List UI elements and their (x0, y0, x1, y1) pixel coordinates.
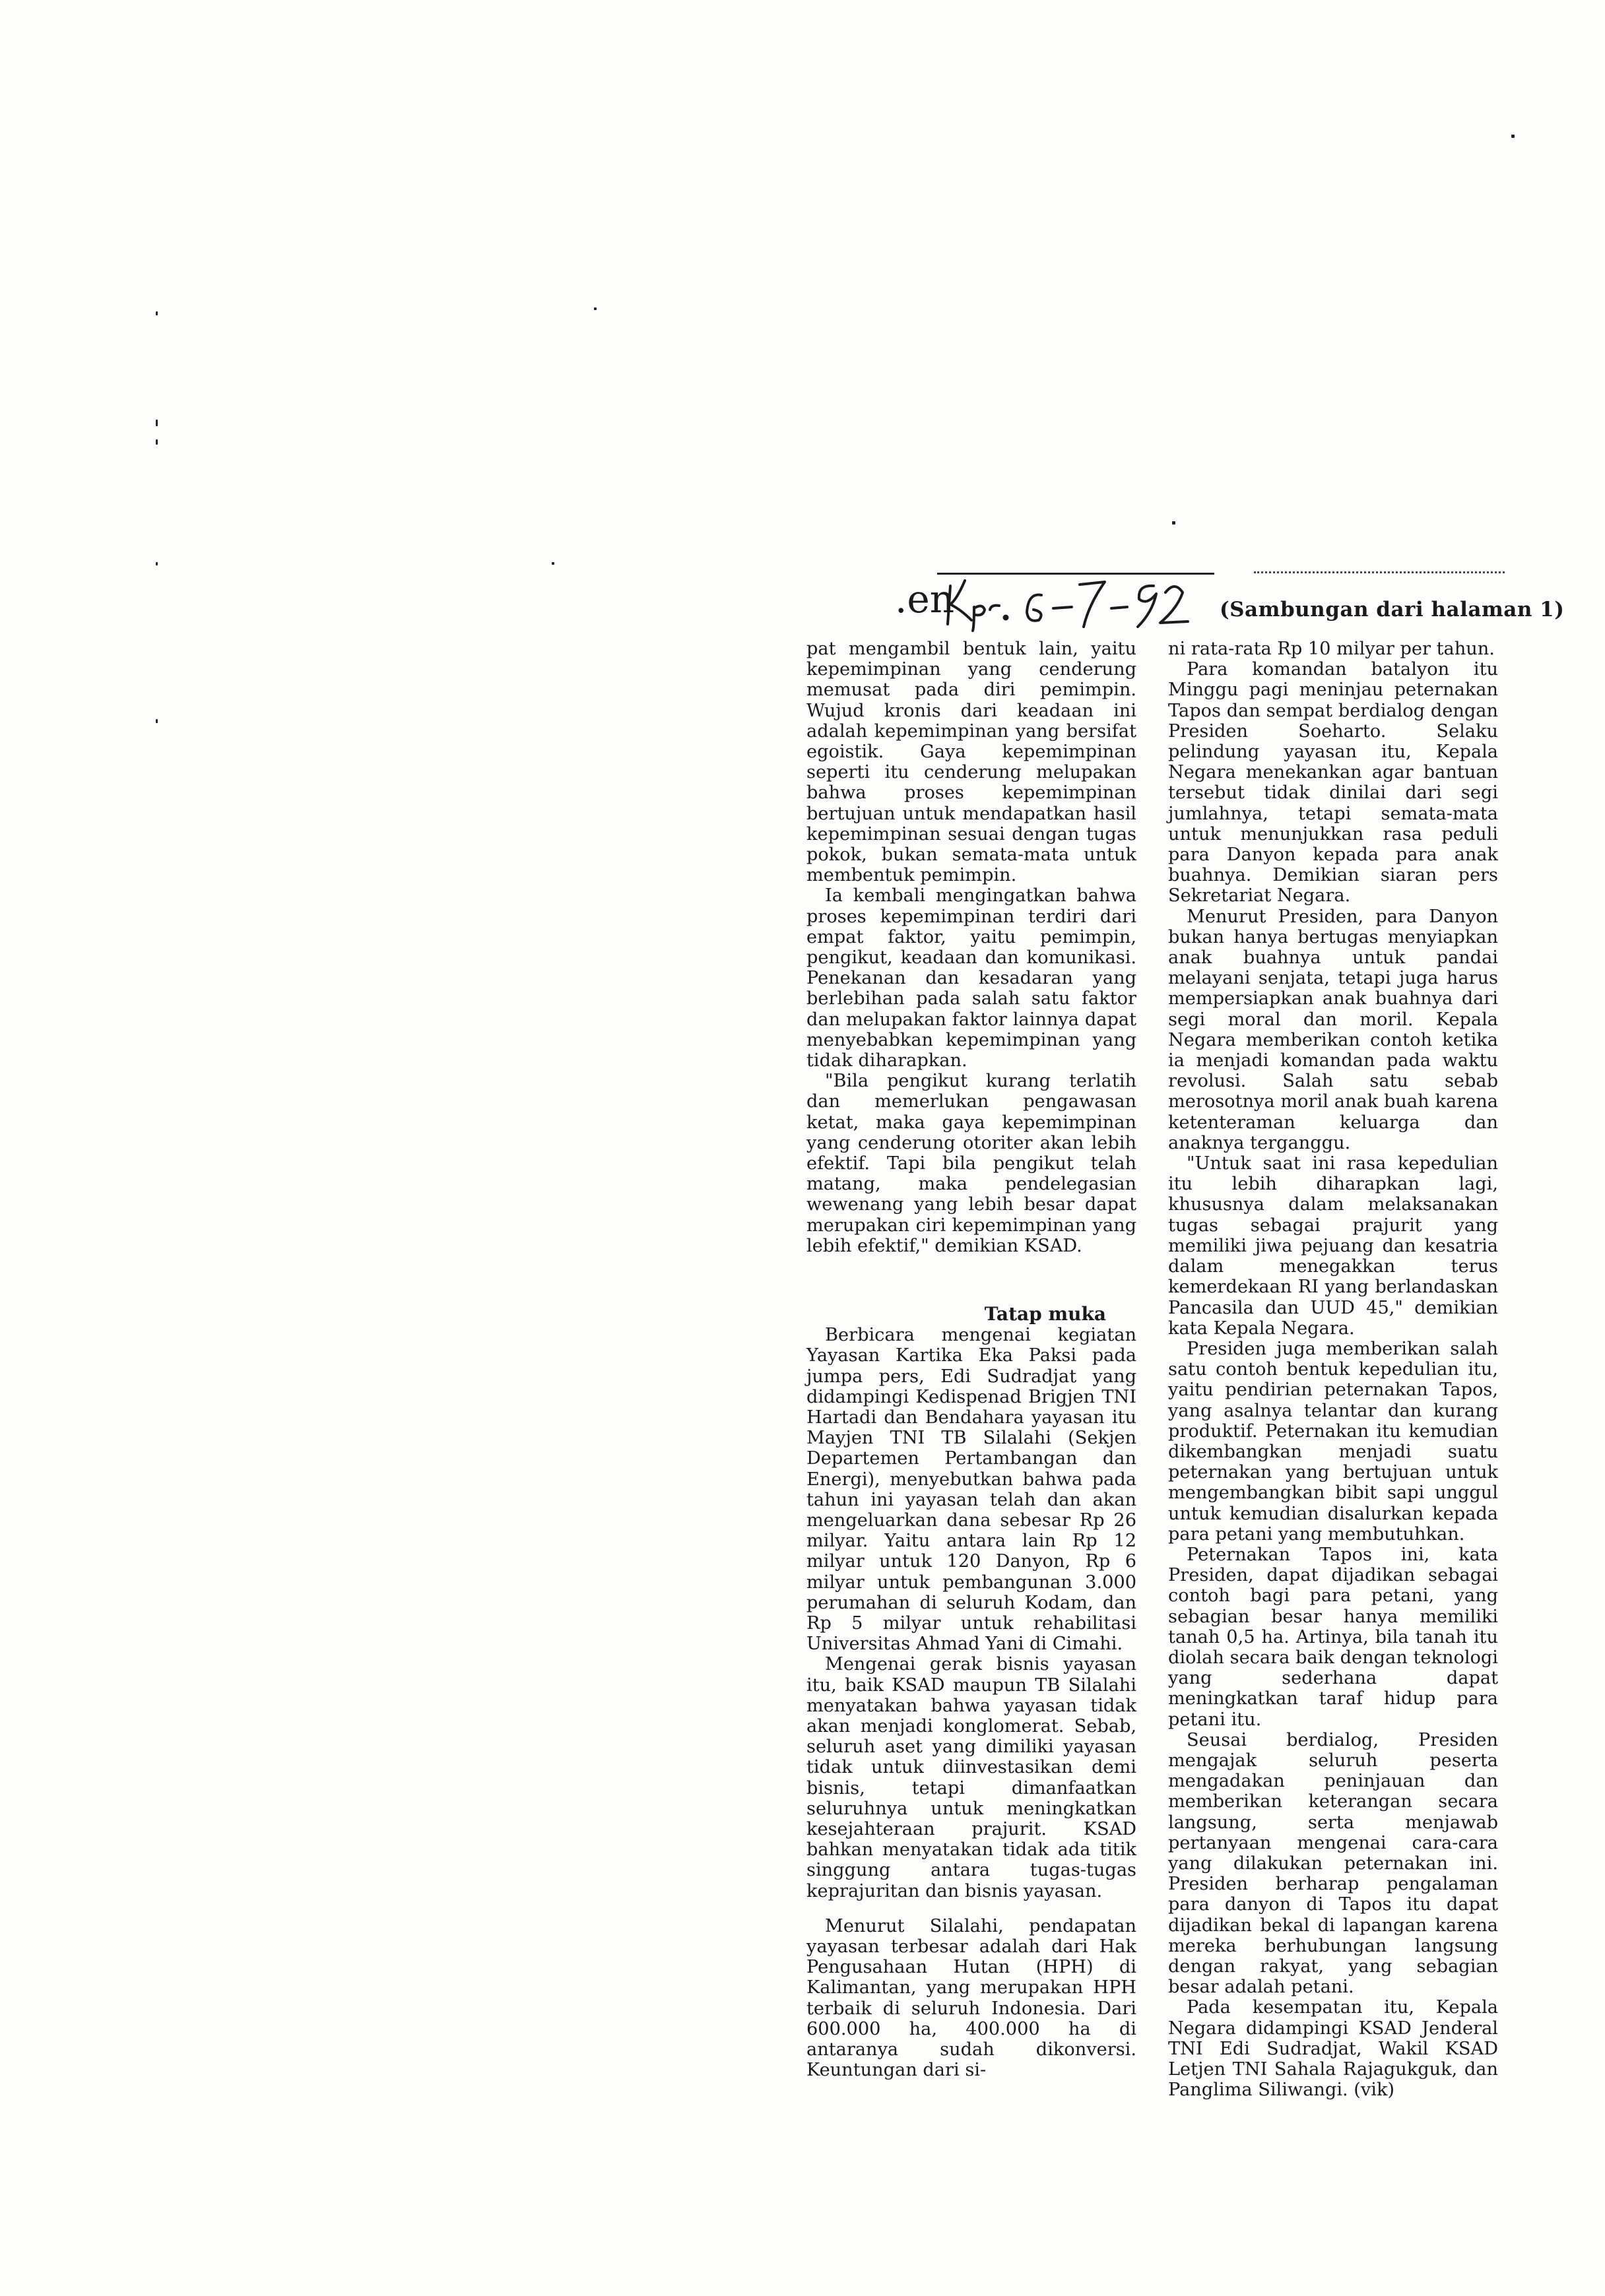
paragraph: Para komandan batalyon itu Minggu pagi meninjau peternakan Tapos dan sempat berdialog dengan Presiden Soeharto. Selaku pelindung yayasan itu, Kepala Negara menekankan agar bantuan tersebut tidak dinilai dari segi jumlahnya, tetapi semata-mata untuk menunjukkan rasa peduli para Danyon kepada para anak buahnya. Demikian siaran pers Sekretariat Negara. (1168, 659, 1498, 907)
handwritten-date-note (942, 566, 1220, 632)
scan-speck (156, 420, 158, 426)
paragraph: pat mengambil bentuk lain, yaitu kepemimpinan yang cenderung memusat pada diri pemimpin. Wujud kronis dari keadaan ini adalah kepemimpinan yang bersifat egoistik. Gaya kepemimpinan seperti itu cenderung melupakan bahwa proses kepemimpinan bertujuan untuk mendapatkan hasil kepemimpinan sesuai dengan tugas pokok, bukan semata-mata untuk membentuk pemimpin. (806, 639, 1136, 886)
paragraph: Menurut Presiden, para Danyon bukan hanya bertugas menyiapkan anak buahnya untuk pandai melayani senjata, tetapi juga harus mempersiapkan anak buahnya dari segi moral dan moril. Kepala Negara memberikan contoh ketika ia menjadi komandan pada waktu revolusi. Salah satu sebab merosotnya moril anak buah karena ketenteraman keluarga dan anaknya terganggu. (1168, 906, 1498, 1153)
scan-speck (552, 562, 554, 565)
paragraph: Mengenai gerak bisnis yayasan itu, baik KSAD maupun TB Silalahi menyatakan bahwa yayasan tidak akan menjadi konglomerat. Sebab, seluruh aset yang dimiliki yayasan tidak untuk diinvestasikan demi bisnis, tetapi dimanfaatkan seluruhnya untuk meningkatkan kesejahteraan prajurit. KSAD bahkan menyatakan tidak ada titik singgung antara tugas-tugas keprajuritan dan bisnis yayasan. (806, 1654, 1136, 1901)
header-dotted-rule (1254, 571, 1505, 575)
scan-speck (594, 307, 597, 310)
scan-speck (156, 311, 158, 315)
article-column-left (806, 639, 1136, 2080)
scan-speck (1511, 135, 1515, 138)
headline-fragment: .en (895, 577, 955, 622)
paragraph: Pada kesempatan itu, Kepala Negara didampingi KSAD Jenderal TNI Edi Sudradjat, Wakil KSAD Letjen TNI Sahala Rajagukguk, dan Panglima Siliwangi. (vik) (1168, 1997, 1498, 2101)
subheading: Tatap muka (984, 1303, 1106, 1325)
paragraph: Presiden juga memberikan salah satu contoh bentuk kepedulian itu, yaitu pendirian peternakan Tapos, yang asalnya telantar dan kurang produktif. Peternakan itu kemudian dikembangkan menjadi suatu peternakan yang bertujuan untuk mengembangkan bibit sapi unggul untuk kemudian disalurkan kepada para petani yang membutuhkan. (1168, 1338, 1498, 1545)
article-column-right (1168, 639, 1498, 2100)
continuation-note: (Sambungan dari halaman 1) (1220, 598, 1565, 622)
scan-speck (156, 562, 158, 565)
paragraph-gap (806, 1901, 1136, 1916)
scan-speck (156, 719, 158, 723)
paragraph: ni rata-rata Rp 10 milyar per tahun. (1168, 639, 1495, 659)
scan-speck (156, 439, 158, 445)
paragraph: Peternakan Tapos ini, kata Presiden, dapat dijadikan sebagai contoh bagi para petani, yang sebagian besar hanya memiliki tanah 0,5 ha. Artinya, bila tanah itu diolah secara baik dengan teknologi yang sederhana dapat meningkatkan taraf hidup para petani itu. (1168, 1544, 1498, 1730)
paragraph: Seusai berdialog, Presiden mengajak seluruh peserta mengadakan peninjauan dan memberikan keterangan secara langsung, serta menjawab pertanyaan mengenai cara-cara yang dilakukan peternakan ini. Presiden berharap pengalaman para danyon di Tapos itu dapat dijadikan bekal di lapangan karena mereka berhubungan langsung dengan rakyat, yang sebagian besar adalah petani. (1168, 1729, 1498, 1998)
scan-speck (1172, 521, 1175, 525)
paragraph: "Untuk saat ini rasa kepedulian itu lebih diharapkan lagi, khususnya dalam melaksanakan tugas sebagai prajurit yang memiliki jiwa pejuang dan kesatria dalam menegakkan terus kemerdekaan RI yang berlandaskan Pancasila dan UUD 45," demikian kata Kepala Negara. (1168, 1153, 1498, 1339)
paragraph: "Bila pengikut kurang terlatih dan memerlukan pengawasan ketat, maka gaya kepemimpinan yang cenderung otoriter akan lebih efektif. Tapi bila pengikut telah matang, maka pendelegasian wewenang yang lebih besar dapat merupakan ciri kepemimpinan yang lebih efektif," demikian KSAD. (806, 1071, 1136, 1256)
paragraph: Berbicara mengenai kegiatan Yayasan Kartika Eka Paksi pada jumpa pers, Edi Sudradjat yang didampingi Kedispenad Brigjen TNI Hartadi dan Bendahara yayasan itu Mayjen TNI TB Silalahi (Sekjen Departemen Pertambangan dan Energi), menyebutkan bahwa pada tahun ini yayasan telah dan akan mengeluarkan dana sebesar Rp 26 milyar. Yaitu antara lain Rp 12 milyar untuk 120 Danyon, Rp 6 milyar untuk pembangunan 3.000 perumahan di seluruh Kodam, dan Rp 5 milyar untuk rehabilitasi Universitas Ahmad Yani di Cimahi. (806, 1325, 1136, 1655)
paragraph: Menurut Silalahi, pendapatan yayasan terbesar adalah dari Hak Pengusahaan Hutan (HPH) di Kalimantan, yang merupakan HPH terbaik di seluruh Indonesia. Dari 600.000 ha, 400.000 ha di antaranya sudah dikonversi. Keuntungan dari si- (806, 1915, 1136, 2081)
paragraph: Ia kembali mengingatkan bahwa proses kepemimpinan terdiri dari empat faktor, yaitu pemimpin, pengikut, keadaan dan komunikasi. Penekanan dan kesadaran yang berlebihan pada salah satu faktor dan melupakan faktor lainnya dapat menyebabkan kepemimpinan yang tidak diharapkan. (806, 885, 1136, 1071)
